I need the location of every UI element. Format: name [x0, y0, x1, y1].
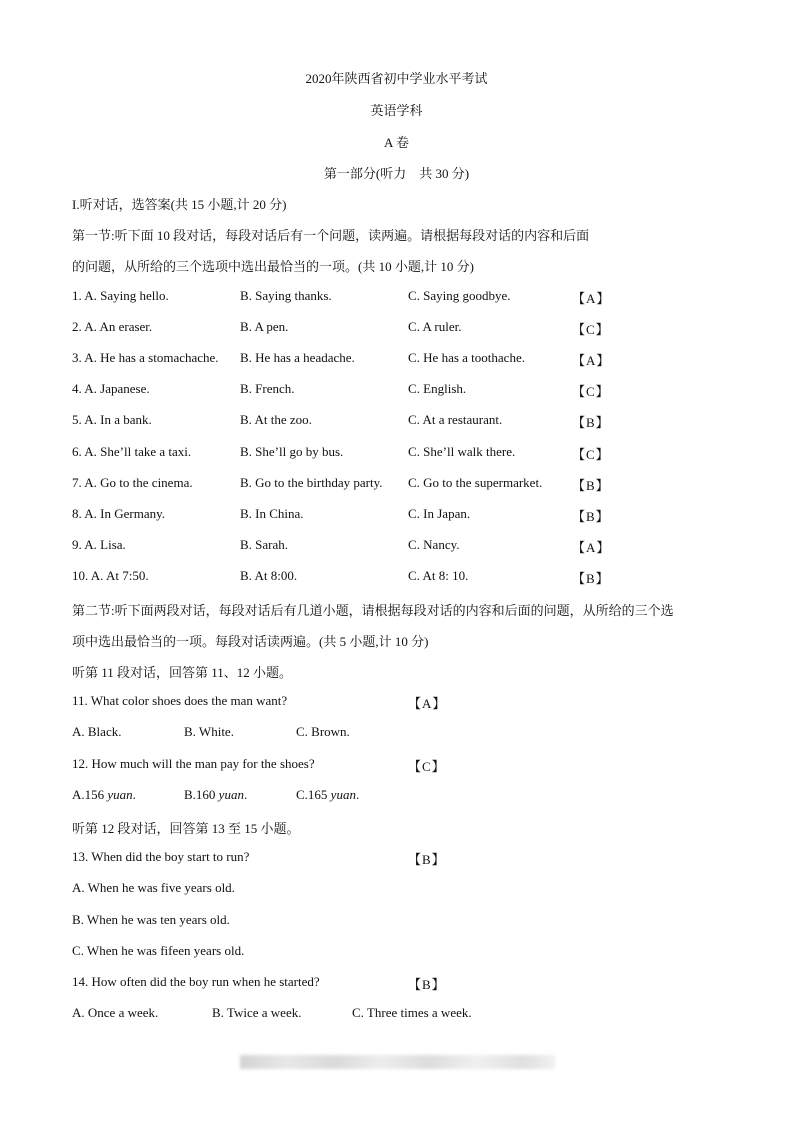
question-row-2: [0, 319, 793, 339]
question-13-option-b: B. When he was ten years old.: [72, 912, 230, 927]
period: .: [355, 787, 360, 802]
option-b: B. French.: [240, 381, 295, 396]
question-row-9: [0, 537, 793, 557]
option-c: C. Nancy.: [408, 537, 460, 552]
question-11-options: [0, 724, 793, 744]
part-heading: 第一部分(听力 共 30 分): [323, 166, 470, 181]
option-c: C. At a restaurant.: [408, 412, 503, 427]
answer-key: 【B】: [572, 478, 610, 493]
option-c: C. Brown.: [296, 724, 350, 739]
question-row-1: [0, 288, 793, 308]
answer-key: 【C】: [408, 759, 446, 774]
option-b: B. He has a headache.: [240, 350, 355, 365]
option-b: B. She’ll go by bus.: [240, 444, 344, 459]
answer-key: 【B】: [408, 852, 446, 867]
question-13: [0, 849, 793, 869]
period: .: [243, 787, 248, 802]
question-13-option-a: A. When he was five years old.: [72, 880, 235, 895]
option-a: [72, 787, 136, 803]
question-row-7: [0, 475, 793, 495]
option-c: [296, 787, 359, 803]
answer-key: 【B】: [572, 415, 610, 430]
section1-instruction: 第一节:听下面 10 段对话，每段对话后有一个问题，读两遍。请根据每段对话的内容和后面: [72, 228, 590, 243]
question-row-10: [0, 568, 793, 588]
answer-key: 【A】: [572, 353, 611, 368]
blurred-footer-watermark: [240, 1055, 555, 1069]
option-a: 6. A. She’ll take a taxi.: [72, 444, 192, 459]
option-c: C. At 8: 10.: [408, 568, 469, 583]
option-b: B. Saying thanks.: [240, 288, 332, 303]
question-row-6: [0, 444, 793, 464]
section1-instruction-cont: 的问题，从所给的三个选项中选出最恰当的一项。(共 10 小题,计 10 分): [72, 259, 474, 274]
question-text: 12. How much will the man pay for the shoes?: [72, 756, 315, 771]
answer-key: 【B】: [408, 977, 446, 992]
subject-title: 英语学科: [370, 103, 423, 118]
option-c: C. English.: [408, 381, 467, 396]
option-a: 3. A. He has a stomachache.: [72, 350, 219, 365]
question-text: 11. What color shoes does the man want?: [72, 693, 288, 708]
option-b: B. Sarah.: [240, 537, 289, 552]
answer-key: 【A】: [572, 291, 611, 306]
section1-heading: I.听对话，选答案(共 15 小题,计 20 分): [72, 197, 287, 212]
answer-key: 【C】: [572, 384, 610, 399]
option-c: C. Three times a week.: [352, 1005, 472, 1020]
question-row-5: [0, 412, 793, 432]
option-c-amount: C.165: [296, 787, 328, 802]
question-13-option-c: C. When he was fifeen years old.: [72, 943, 245, 958]
answer-key: 【A】: [408, 696, 447, 711]
question-text: 14. How often did the boy run when he started?: [72, 974, 320, 989]
question-11: [0, 693, 793, 713]
question-row-3: [0, 350, 793, 370]
question-12: [0, 756, 793, 776]
option-c: C. A ruler.: [408, 319, 462, 334]
option-a: 9. A. Lisa.: [72, 537, 126, 552]
answer-key: 【A】: [572, 540, 611, 555]
option-b: B. A pen.: [240, 319, 289, 334]
answer-key: 【B】: [572, 571, 610, 586]
option-a: 4. A. Japanese.: [72, 381, 150, 396]
option-a: A. Black.: [72, 724, 122, 739]
dialog-12-heading: 听第 12 段对话，回答第 13 至 15 小题。: [72, 821, 300, 836]
option-a: 7. A. Go to the cinema.: [72, 475, 193, 490]
option-b-amount: B.160: [184, 787, 216, 802]
paper-label: A 卷: [384, 135, 409, 150]
answer-key: 【C】: [572, 322, 610, 337]
option-b: B. At the zoo.: [240, 412, 312, 427]
question-12-options: [0, 787, 793, 807]
dialog-11-heading: 听第 11 段对话，回答第 11、12 小题。: [72, 665, 293, 680]
option-c: C. She’ll walk there.: [408, 444, 516, 459]
option-a: 10. A. At 7:50.: [72, 568, 149, 583]
question-text: 13. When did the boy start to run?: [72, 849, 250, 864]
option-c: C. Go to the supermarket.: [408, 475, 543, 490]
exam-title: 2020年陕西省初中学业水平考试: [305, 71, 488, 86]
option-b: B. In China.: [240, 506, 304, 521]
option-c: C. Saying goodbye.: [408, 288, 511, 303]
unit-yuan: yuan: [218, 787, 244, 802]
question-row-8: [0, 506, 793, 526]
section2-instruction-cont: 项中选出最恰当的一项。每段对话读两遍。(共 5 小题,计 10 分): [72, 634, 429, 649]
option-b: B. White.: [184, 724, 234, 739]
option-c: C. He has a toothache.: [408, 350, 525, 365]
answer-key: 【B】: [572, 509, 610, 524]
question-14: [0, 974, 793, 994]
option-b: B. At 8:00.: [240, 568, 298, 583]
option-a: 8. A. In Germany.: [72, 506, 166, 521]
option-a: 1. A. Saying hello.: [72, 288, 169, 303]
option-b: B. Twice a week.: [212, 1005, 302, 1020]
option-a: A. Once a week.: [72, 1005, 159, 1020]
option-a-amount: A.156: [72, 787, 105, 802]
period: .: [132, 787, 136, 802]
option-c: C. In Japan.: [408, 506, 471, 521]
question-row-4: [0, 381, 793, 401]
option-a: 2. A. An eraser.: [72, 319, 153, 334]
section2-instruction: 第二节:听下面两段对话，每段对话后有几道小题，请根据每段对话的内容和后面的问题，从所给的三个选: [72, 603, 674, 618]
question-14-options: [0, 1005, 793, 1025]
answer-key: 【C】: [572, 447, 610, 462]
option-b: B. Go to the birthday party.: [240, 475, 383, 490]
unit-yuan: yuan: [107, 787, 133, 802]
option-a: 5. A. In a bank.: [72, 412, 152, 427]
option-b: [184, 787, 247, 803]
unit-yuan: yuan: [330, 787, 356, 802]
